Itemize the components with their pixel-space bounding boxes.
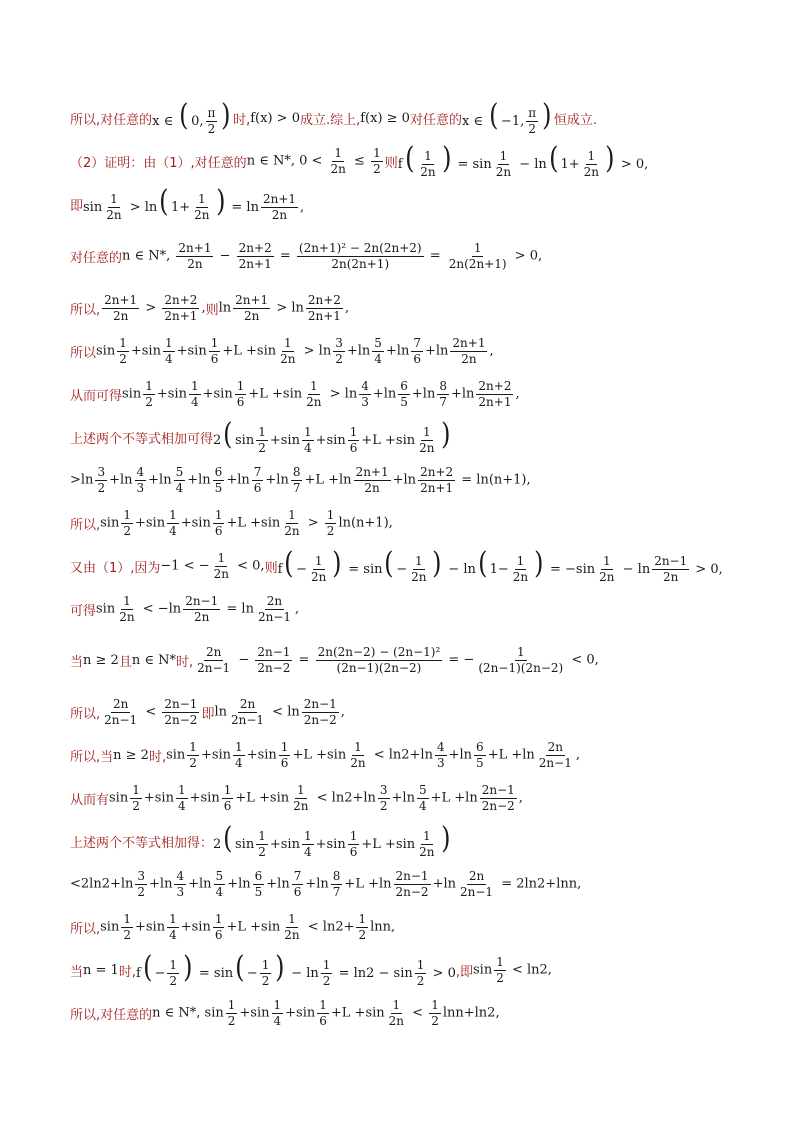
proof-line-17 [70, 819, 754, 863]
math-expression: f( − $\frac{1}{2n}$ ) = sin( − $\frac{1}{2n}$ ) − ln( 1− $\frac{1}{2n}$ ) = −sin $\frac{1}{2n}$ − ln $\frac{2n-1}{2n}$ > 0, [277, 545, 723, 584]
math-expression: sin $\frac{1}{2n}$ > ln( 1+ $\frac{1}{2n}$ ) = ln $\frac{2n+1}{2n}$ , [83, 183, 305, 222]
proof-line-15 [70, 733, 754, 777]
proof-line-20 [70, 948, 754, 992]
proof-line-6 [70, 329, 754, 373]
math-expression: $\frac{2n+1}{2n}$ > $\frac{2n+2}{2n+1}$ , [104, 292, 206, 323]
math-expression: n ≥ 2 [113, 747, 149, 763]
line-text: 从而可得 [70, 388, 123, 404]
line-text: 时, [175, 654, 194, 670]
math-expression: n ∈ N*, 0 < $\frac{1}{2n}$ ≤ $\frac{1}{2}$ [246, 145, 381, 176]
math-expression: n ∈ N* [131, 652, 176, 668]
math-expression: x ∈ ( 0, $\frac{\pi}{2}$ ) [152, 97, 231, 136]
math-expression: sin $\frac{1}{2}$ < ln2, [472, 954, 552, 985]
math-expression: ln $\frac{2n+1}{2n}$ > ln $\frac{2n+2}{2n+1}$ , [218, 292, 350, 323]
math-expression: 2( sin $\frac{1}{2}$ +sin $\frac{1}{4}$ +sin $\frac{1}{6}$ +L +sin $\frac{1}{2n}$ ) [213, 820, 451, 859]
math-expression: sin $\frac{1}{2}$ +sin $\frac{1}{4}$ +sin $\frac{1}{6}$ +L +sin $\frac{1}{2n}$ < ln2+ $\frac{1}{2}$ lnn, [100, 911, 396, 942]
math-expression: f(x) ≥ 0 [360, 110, 410, 126]
line-text: 则 [205, 302, 219, 318]
math-expression: f( $\frac{1}{2n}$ ) = sin $\frac{1}{2n}$ − ln( 1+ $\frac{1}{2n}$ ) > 0, [397, 140, 649, 179]
proof-line-7 [70, 372, 754, 416]
math-expression: sin $\frac{1}{2}$ +sin $\frac{1}{4}$ +sin $\frac{1}{6}$ +L +sin $\frac{1}{2n}$ > ln $\frac{3}{2}$ +ln $\frac{5}{4}$ +ln $\frac{7}{6}$ +ln $\frac{2n+1}{2n}$ , [96, 335, 494, 366]
proof-line-10 [70, 501, 754, 545]
proof-line-1 [70, 96, 754, 140]
line-text: 所以,对任意的 [70, 1007, 153, 1023]
proof-line-3 [70, 182, 754, 226]
line-text: 可得 [70, 603, 97, 619]
line-text: 当 [70, 964, 84, 980]
line-text: 所以,当 [70, 749, 114, 765]
line-text: 即 [70, 198, 84, 214]
line-text: 所以,对任意的 [70, 112, 153, 128]
math-expression: sin $\frac{1}{2}$ +sin $\frac{1}{4}$ +sin $\frac{1}{6}$ +L +sin $\frac{1}{2n}$ > $\frac{1}{2}$ ln(n+1), [100, 507, 393, 538]
line-text: 又由（1）,因为 [70, 560, 161, 576]
math-expression: <2ln2+ln $\frac{3}{2}$ +ln $\frac{4}{3}$ +ln $\frac{5}{4}$ +ln $\frac{6}{5}$ +ln $\frac{7}{6}$ +ln $\frac{8}{7}$ +L +ln $\frac{2n-1}{2n-2}$ +ln $\frac{2n}{2n-1}$ = 2ln2+lnn, [70, 868, 582, 899]
line-text: （2）证明：由（1）,对任意的 [70, 155, 247, 171]
line-text: 即 [201, 706, 215, 722]
proof-line-18 [70, 862, 754, 906]
math-expression: 2( sin $\frac{1}{2}$ +sin $\frac{1}{4}$ +sin $\frac{1}{6}$ +L +sin $\frac{1}{2n}$ ) [213, 416, 451, 455]
line-text: 恒成立. [553, 112, 597, 128]
proof-line-5 [70, 286, 754, 330]
line-text: 所以 [70, 345, 97, 361]
proof-line-21 [70, 991, 754, 1035]
line-text: 时, [233, 112, 251, 128]
line-text: 且 [118, 654, 132, 670]
line-text: 上述两个不等式相加得： [70, 835, 214, 851]
proof-line-8 [70, 415, 754, 459]
proof-line-13 [70, 638, 754, 682]
line-text: 所以, [70, 517, 101, 533]
proof-line-2 [70, 139, 754, 183]
math-expression: f(x) > 0 [250, 110, 300, 126]
proof-line-16 [70, 776, 754, 820]
proof-line-11 [70, 544, 754, 588]
math-expression: >ln $\frac{3}{2}$ +ln $\frac{4}{3}$ +ln $\frac{5}{4}$ +ln $\frac{6}{5}$ +ln $\frac{7}{6}$ +ln $\frac{8}{7}$ +L +ln $\frac{2n+1}{2n}$ +ln $\frac{2n+2}{2n+1}$ = ln(n+1), [70, 464, 531, 495]
line-text: 所以, [70, 921, 101, 937]
proof-line-14 [70, 690, 754, 734]
math-expression: n = 1 [83, 962, 119, 978]
math-expression: sin $\frac{1}{2n}$ < −ln $\frac{2n-1}{2n}$ = ln $\frac{2n}{2n-1}$ , [96, 593, 300, 624]
proof-line-19 [70, 905, 754, 949]
math-expression: −1 < − $\frac{1}{2n}$ < 0, [160, 550, 265, 581]
proof-line-4 [70, 234, 754, 278]
proof-line-9 [70, 458, 754, 502]
line-text: 所以, [70, 706, 101, 722]
math-expression: sin $\frac{1}{2}$ +sin $\frac{1}{4}$ +sin $\frac{1}{6}$ +L +sin $\frac{1}{2n}$ < ln2+ln $\frac{3}{2}$ +ln $\frac{5}{4}$ +L +ln $\frac{2n-1}{2n-2}$ , [109, 782, 523, 813]
math-expression: f( − $\frac{1}{2}$ ) = sin( − $\frac{1}{2}$ ) − ln $\frac{1}{2}$ = ln2 − sin $\frac{1}{2}$ > 0 [135, 949, 456, 988]
math-expression: sin $\frac{1}{2}$ +sin $\frac{1}{4}$ +sin $\frac{1}{6}$ +L +sin $\frac{1}{2n}$ > ln $\frac{4}{3}$ +ln $\frac{6}{5}$ +ln $\frac{8}{7}$ +ln $\frac{2n+2}{2n+1}$ , [122, 378, 520, 409]
line-text: 当 [70, 654, 84, 670]
math-expression: n ∈ N*, $\frac{2n+1}{2n}$ − $\frac{2n+2}{2n+1}$ = $\frac{\text{(2n+1)² − 2n(2n+2)}}{2n(2n+1)}$ = $\frac{1}{2n(2n+1)}$ > 0, [122, 240, 543, 271]
line-text: 则 [264, 560, 278, 576]
line-text: 对任意的 [409, 112, 462, 128]
line-text: ,即 [455, 964, 473, 980]
math-expression: x ∈ ( −1, $\frac{\pi}{2}$ ) [461, 97, 552, 136]
line-text: 则 [384, 155, 398, 171]
math-expression: sin $\frac{1}{2}$ +sin $\frac{1}{4}$ +sin $\frac{1}{6}$ +L +sin $\frac{1}{2n}$ < ln2+ln $\frac{4}{3}$ +ln $\frac{6}{5}$ +L +ln $\frac{2n}{2n-1}$ , [166, 739, 580, 770]
line-text: 成立.综上, [299, 112, 361, 128]
line-text: 从而有 [70, 792, 110, 808]
line-text: 时, [148, 749, 167, 765]
line-text: 上述两个不等式相加可得 [70, 431, 214, 447]
math-expression: $\frac{2n}{2n-1}$ < $\frac{2n-1}{2n-2}$ [104, 696, 198, 727]
math-expression: ln $\frac{2n}{2n-1}$ < ln $\frac{2n-1}{2n-2}$ , [214, 696, 345, 727]
math-expression: n ≥ 2 [83, 652, 119, 668]
math-expression: $\frac{2n}{2n-1}$ − $\frac{2n-1}{2n-2}$ = $\frac{\text{2n(2n−2) − (2n−1)²}}{(2n-1)(2n-2)}$ = − $\frac{1}{(2n-1)(2n-2)}$ < 0, [197, 644, 599, 675]
line-text: 对任意的 [70, 250, 123, 266]
proof-line-12 [70, 587, 754, 631]
line-text: 所以, [70, 302, 101, 318]
math-expression: n ∈ N*, sin $\frac{1}{2}$ +sin $\frac{1}{4}$ +sin $\frac{1}{6}$ +L +sin $\frac{1}{2n}$ < $\frac{1}{2}$ lnn+ln2, [152, 997, 500, 1028]
line-text: 时, [118, 964, 136, 980]
